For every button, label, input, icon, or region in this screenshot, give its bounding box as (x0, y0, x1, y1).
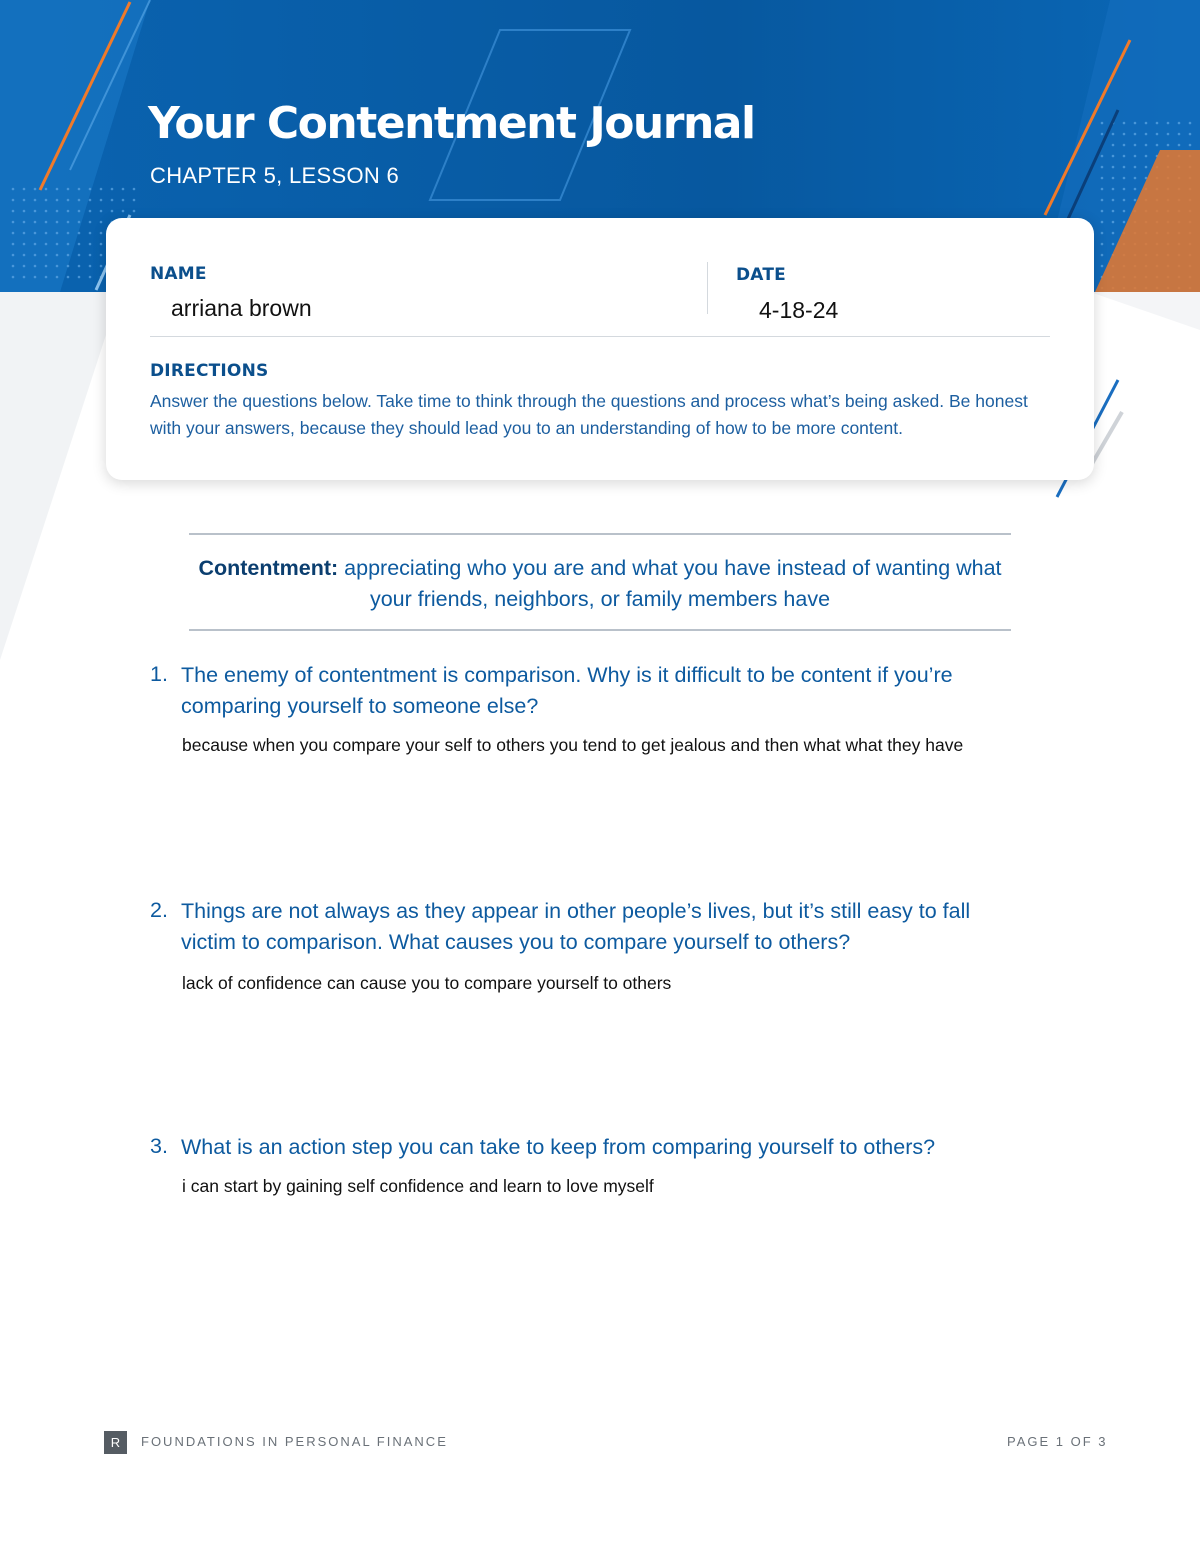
card-divider (150, 336, 1050, 337)
directions-label: DIRECTIONS (150, 361, 269, 381)
page-title: Your Contentment Journal (148, 98, 755, 149)
definition-term: Contentment: (198, 556, 339, 580)
brand-logo-icon: R (104, 1431, 127, 1454)
question-text: What is an action step you can take to keep from comparing yourself to others? (181, 1135, 936, 1159)
definition-top-rule (189, 533, 1011, 535)
name-field[interactable]: arriana brown (171, 295, 312, 321)
chapter-lesson-subtitle: CHAPTER 5, LESSON 6 (150, 163, 399, 188)
definition-text: appreciating who you are and what you have instead of wanting what your friends, neighbors, or family members have (344, 556, 1002, 611)
date-label: DATE (736, 265, 786, 285)
date-field[interactable]: 4-18-24 (759, 297, 839, 323)
directions-text: Answer the questions below. Take time to think through the questions and process what’s being asked. Be honest with your answers, because they should lead you to an understanding of how to be more content. (150, 391, 1028, 438)
answer-field[interactable]: lack of confidence can cause you to compare yourself to others (182, 973, 672, 993)
question-number: 1. (150, 662, 168, 686)
name-label: NAME (150, 264, 207, 284)
question-text: Things are not always as they appear in other people’s lives, but it’s still easy to fall victim to comparison. What causes you to compare yourself to others? (181, 899, 971, 954)
answer-field[interactable]: because when you compare your self to others you tend to get jealous and then what what they have (182, 735, 964, 755)
question-number: 2. (150, 898, 168, 922)
question-text: The enemy of contentment is comparison. Why is it difficult to be content if you’re comparing yourself to someone else? (181, 663, 953, 718)
field-divider (707, 262, 708, 314)
page-number: PAGE 1 OF 3 (1007, 1434, 1108, 1449)
answer-field[interactable]: i can start by gaining self confidence and learn to love myself (182, 1176, 654, 1196)
question-number: 3. (150, 1134, 168, 1158)
definition-bottom-rule (189, 629, 1011, 631)
definition-box (189, 553, 1011, 615)
course-name: FOUNDATIONS IN PERSONAL FINANCE (141, 1434, 448, 1449)
info-card (106, 218, 1094, 480)
